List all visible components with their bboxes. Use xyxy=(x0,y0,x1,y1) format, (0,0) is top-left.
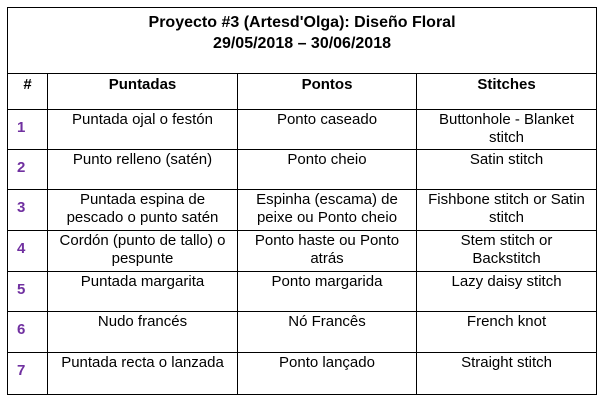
row-number: 7 xyxy=(8,353,48,395)
table-row xyxy=(8,190,597,231)
title-line-1: Proyecto #3 (Artesd'Olga): Diseño Floral xyxy=(148,14,456,31)
cell-portuguese: Espinha (escama) de peixe ou Ponto cheio xyxy=(238,190,417,231)
cell-portuguese: Ponto caseado xyxy=(238,110,417,150)
header-puntadas: Puntadas xyxy=(48,74,238,110)
cell-spanish: Puntada ojal o festón xyxy=(48,110,238,150)
cell-spanish: Punto relleno (satén) xyxy=(48,150,238,190)
row-number: 4 xyxy=(8,231,48,272)
cell-english: Fishbone stitch or Satin stitch xyxy=(417,190,597,231)
table-row xyxy=(8,231,597,272)
cell-english: Satin stitch xyxy=(417,150,597,190)
cell-english: French knot xyxy=(417,312,597,353)
table-row xyxy=(8,110,597,150)
cell-english: Lazy daisy stitch xyxy=(417,272,597,312)
title-line-2: 29/05/2018 – 30/06/2018 xyxy=(213,35,391,52)
cell-spanish: Puntada recta o lanzada xyxy=(48,353,238,395)
cell-spanish: Puntada espina de pescado o punto satén xyxy=(48,190,238,231)
row-number: 1 xyxy=(8,110,48,150)
table-row xyxy=(8,150,597,190)
table-title xyxy=(8,8,597,74)
cell-spanish: Nudo francés xyxy=(48,312,238,353)
cell-portuguese: Nó Francês xyxy=(238,312,417,353)
cell-portuguese: Ponto haste ou Ponto atrás xyxy=(238,231,417,272)
row-number: 5 xyxy=(8,272,48,312)
table-row xyxy=(8,312,597,353)
cell-spanish: Cordón (punto de tallo) o pespunte xyxy=(48,231,238,272)
row-number: 6 xyxy=(8,312,48,353)
title-row xyxy=(8,8,597,74)
row-number: 3 xyxy=(8,190,48,231)
stitch-table xyxy=(7,7,597,395)
cell-english: Buttonhole - Blanket stitch xyxy=(417,110,597,150)
cell-portuguese: Ponto margarida xyxy=(238,272,417,312)
row-number: 2 xyxy=(8,150,48,190)
cell-english: Stem stitch or Backstitch xyxy=(417,231,597,272)
table-row xyxy=(8,272,597,312)
header-number: # xyxy=(8,74,48,110)
cell-english: Straight stitch xyxy=(417,353,597,395)
table-row xyxy=(8,353,597,395)
header-pontos: Pontos xyxy=(238,74,417,110)
header-row xyxy=(8,74,597,110)
header-stitches: Stitches xyxy=(417,74,597,110)
cell-portuguese: Ponto lançado xyxy=(238,353,417,395)
cell-portuguese: Ponto cheio xyxy=(238,150,417,190)
cell-spanish: Puntada margarita xyxy=(48,272,238,312)
